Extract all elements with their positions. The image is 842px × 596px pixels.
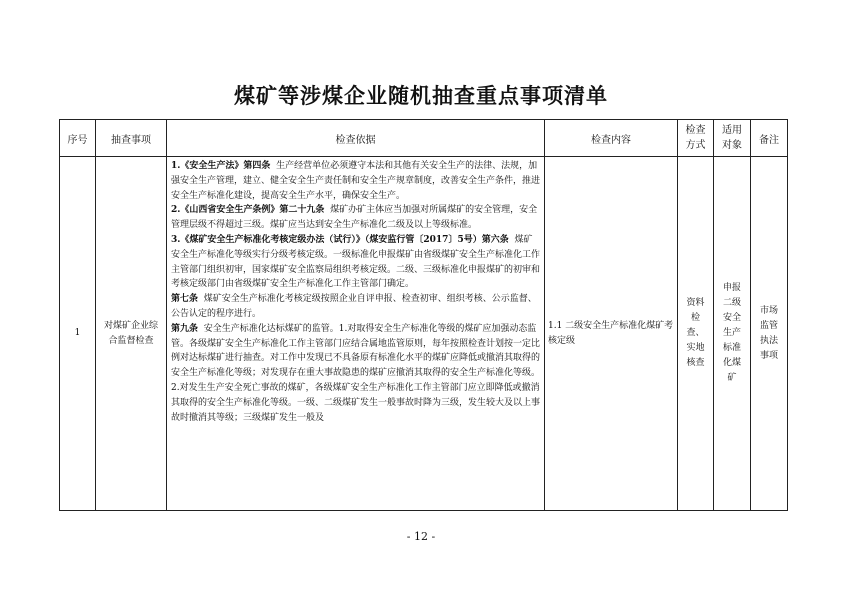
table-row [60, 157, 788, 511]
header-target: 适用对象 [714, 120, 751, 157]
header-remark: 备注 [751, 120, 788, 157]
inspection-content: 1.1 二级安全生产标准化煤矿考核定级 [545, 157, 678, 511]
inspection-item: 对煤矿企业综合监督检查 [96, 157, 167, 511]
page-number: - 12 - [406, 530, 436, 543]
row-number: 1 [60, 157, 96, 511]
basis-paragraph: 第九条 安全生产标准化达标煤矿的监管。1.对取得安全生产标准化等级的煤矿应加强动态监管。各级煤矿安全生产标准化工作主管部门应结合属地监管原则，每年按照检查计划按一定比例对达标煤矿进行抽查。对工作中发现已不具备原有标准化水平的煤矿应降低或撤消其取得的安全生产标准化等级；对发现存在重大事故隐患的煤矿应撤消其取得的安全生产标准化等级。 [171, 323, 541, 379]
header-row [60, 120, 788, 157]
header-basis: 检查依据 [167, 120, 545, 157]
header-no: 序号 [60, 120, 96, 157]
inspection-table [59, 119, 788, 511]
basis-paragraph: 2.对发生生产安全死亡事故的煤矿，各级煤矿安全生产标准化工作主管部门应立即降低或撤消其取得的安全生产标准化等级。一级、二级煤矿发生一般事故时降为三级，发生较大及以上事故时撤消其等级；三级煤矿发生一般及 [171, 382, 541, 423]
applicable-target: 申报二级安全生产标准化煤矿 [714, 157, 751, 511]
basis-paragraph: 2.《山西省安全生产条例》第二十九条 煤矿办矿主体应当加强对所属煤矿的安全管理，安全管理层级不得超过三级。煤矿应当达到安全生产标准化二级及以上等级标准。 [171, 205, 538, 231]
inspection-method: 资料检查、实地核查 [678, 157, 714, 511]
basis-paragraph: 1.《安全生产法》第四条 生产经营单位必须遵守本法和其他有关安全生产的法律、法规，加强安全生产管理，建立、健全安全生产责任制和安全生产规章制度，改善安全生产条件，推进安全生产标准化建设，提高安全生产水平，确保安全生产。 [171, 161, 541, 201]
basis-paragraph: 3.《煤矿安全生产标准化考核定级办法（试行）》（煤安监行管〔2017〕5号）第六条 煤矿安全生产标准化等级实行分级考核定级。一级标准化申报煤矿由省级煤矿安全生产标准化工作主管部门组织初审，国家煤矿安全监察局组织考核定级。二级、三级标准化申报煤矿的初审和考核定级部门由省级煤矿安全生产标准化工作主管部门确定。 [171, 234, 541, 290]
remark: 市场监管执法事项 [751, 157, 788, 511]
inspection-basis [167, 157, 545, 511]
header-content: 检查内容 [545, 120, 678, 157]
header-item: 抽查事项 [96, 120, 167, 157]
header-method: 检查方式 [678, 120, 714, 157]
document-title: 煤矿等涉煤企业随机抽查重点事项清单 [234, 83, 608, 108]
basis-paragraph: 第七条 煤矿安全生产标准化考核定级按照企业自评申报、检查初审、组织考核、公示监督、公告认定的程序进行。 [171, 294, 537, 319]
